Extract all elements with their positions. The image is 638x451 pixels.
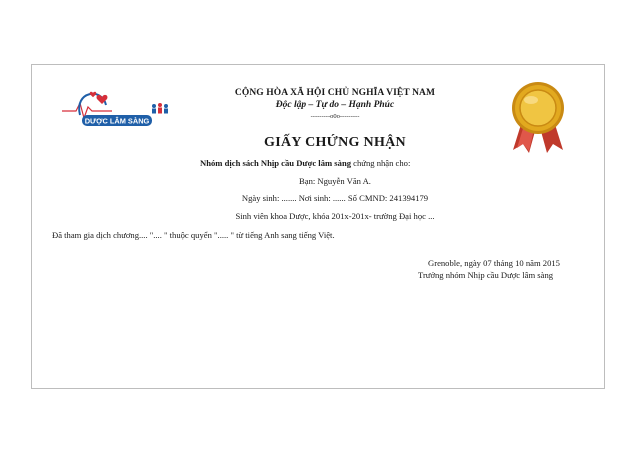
achievement-line: Đã tham gia dịch chương.... ".... " thuộc quyển "..... " từ tiếng Anh sang tiếng Việt. <box>52 230 335 240</box>
issuer-suffix: chứng nhận cho: <box>351 158 411 168</box>
birth-info-line: Ngày sinh: ....... Nơi sinh: ...... Số CMND: 241394179 <box>241 193 429 203</box>
issuer-name: Nhóm dịch sách Nhịp cầu Dược lâm sàng <box>200 158 352 168</box>
student-info-line: Sinh viên khoa Dược, khóa 201x-201x- trường Đại học ... <box>235 211 435 221</box>
logo-text: DƯỢC LÂM SÀNG <box>84 116 150 126</box>
certificate-title: GIẤY CHỨNG NHẬN <box>264 135 406 150</box>
place-date: Grenoble, ngày 07 tháng 10 năm 2015 <box>428 258 560 268</box>
signer-title: Trưởng nhóm Nhịp cầu Dược lâm sàng <box>418 270 554 280</box>
issuer-line <box>200 158 410 168</box>
national-title: CỘNG HÒA XÃ HỘI CHỦ NGHĨA VIỆT NAM <box>234 88 436 98</box>
recipient-line: Bạn: Nguyễn Văn A. <box>299 176 371 186</box>
heart-icon <box>90 92 97 98</box>
separator: ---------o0o--------- <box>310 113 360 120</box>
motto: Độc lập – Tự do – Hạnh Phúc <box>275 100 395 110</box>
